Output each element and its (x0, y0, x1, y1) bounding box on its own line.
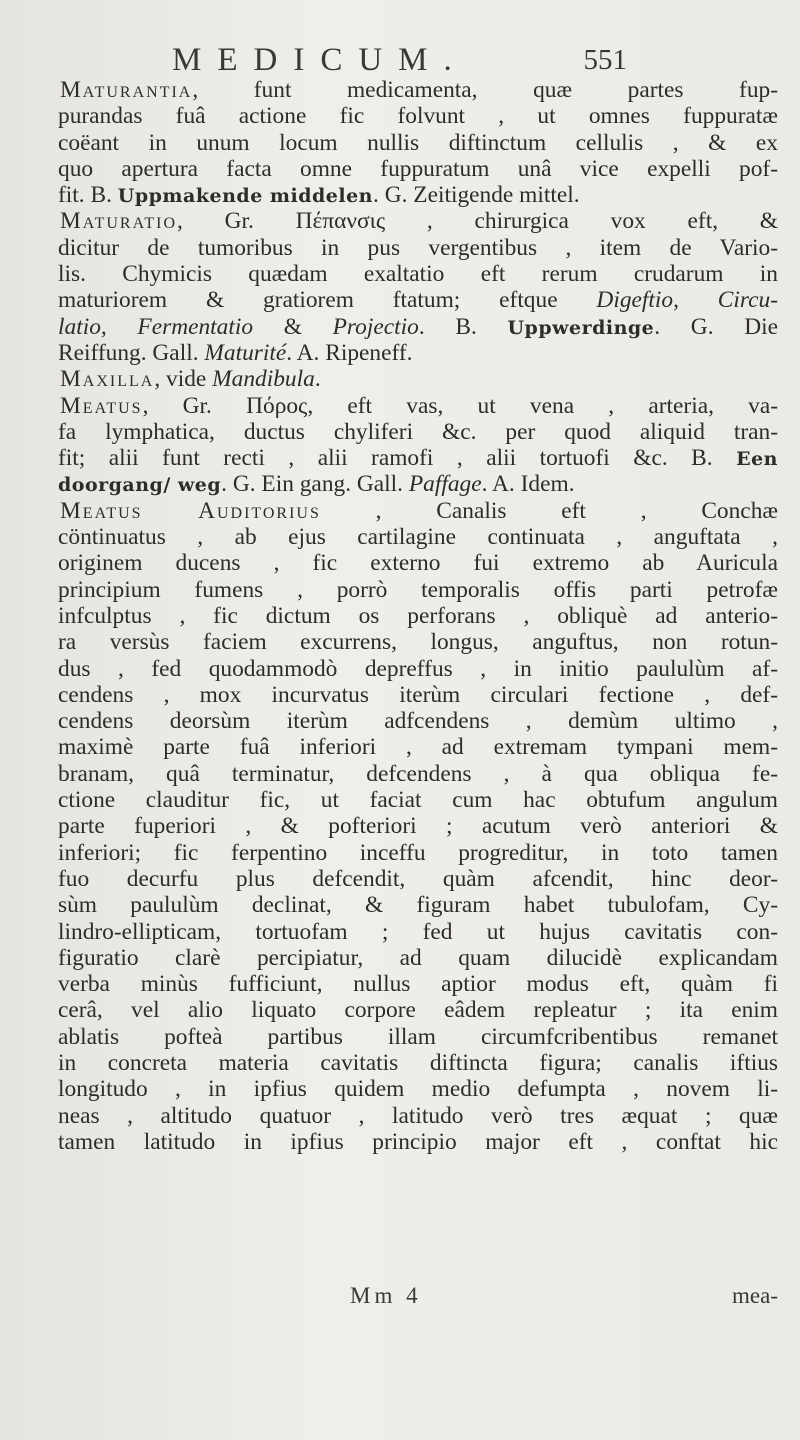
text-line (58, 393, 778, 419)
text-run: . G. Zeitigende mittel. (373, 182, 580, 209)
text-run: principium fumens , porrò temporalis offis parti petrofæ (58, 576, 778, 603)
text-line (58, 287, 778, 313)
text-run: . (314, 366, 321, 393)
text-line (58, 314, 778, 340)
text-run: cendens deorsùm iterùm adfcendens , demùm ultimo , (58, 708, 778, 735)
text-line (58, 945, 778, 971)
text-run: cöntinuatus , ab ejus cartilagine continuata , anguftata , (58, 524, 778, 551)
text-run: dicitur de tumoribus in pus vergentibus , item de Vario- (58, 234, 778, 261)
text-line (58, 130, 778, 156)
signature-mark: Mm 4 (350, 1283, 422, 1308)
text-line (58, 629, 778, 655)
text-line (58, 997, 778, 1023)
page-footer (58, 1283, 778, 1313)
text-line (58, 840, 778, 866)
blackletter-term: Uppmakende middelen (117, 185, 373, 208)
italic-term: Digeftio (596, 287, 674, 314)
text-run: quo apertura facta omne fuppuratum unâ vice expelli pof- (58, 155, 778, 182)
text-line (58, 656, 778, 682)
entry-headword: Maturantia (60, 77, 193, 103)
text-line (58, 1103, 778, 1129)
entry-headword: Meatus Auditorius (60, 497, 321, 524)
text-run: ra versùs faciem excurrens, longus, anguftus, non rotun- (58, 629, 778, 656)
text-line (58, 103, 778, 129)
text-run: in concreta materia cavitatis diftincta figura; canalis iftius (58, 1049, 778, 1076)
text-run: tamen latitudo in ipfius principio major eft , conftat hic (58, 1128, 778, 1155)
text-run: . G. Die (654, 313, 779, 340)
text-run: dus , fed quodammodò depreffus , in initio paululùm af- (58, 655, 778, 682)
text-line (58, 1050, 778, 1076)
page-number: 551 (583, 44, 627, 76)
text-run: fuo decurfu plus defcendit, quàm afcendit, hinc deor- (58, 865, 778, 892)
blackletter-term: doorgang/ weg (58, 474, 222, 497)
italic-term: Paffage (408, 471, 482, 498)
text-run: , Canalis eft , Conchæ (320, 497, 778, 524)
italic-term: Circu- (717, 287, 778, 314)
blackletter-term: Uppwerdinge (507, 316, 655, 339)
entry-headword: Meatus (60, 392, 143, 419)
italic-term: latio (58, 313, 101, 340)
page-header (172, 42, 627, 82)
text-line (58, 1129, 778, 1155)
text-run: sùm paululùm declinat, & figuram habet tubulofam, Cy- (58, 892, 778, 919)
text-run: , Gr. Πέπανσις , chirurgica vox eft, & (177, 208, 778, 235)
blackletter-term: Een (736, 448, 778, 471)
text-run: , Gr. Πόρος, eft vas, ut vena , arteria, va- (142, 392, 778, 419)
text-run: originem ducens , fic externo fui extremo ab Auricula (58, 550, 778, 577)
text-run: fa lymphatica, ductus chyliferi &c. per quod aliquid tran- (58, 418, 778, 445)
text-line (58, 445, 778, 471)
italic-term: Projectio (332, 313, 419, 340)
text-run: lis. Chymicis quædam exaltatio eft rerum crudarum in (58, 261, 778, 288)
text-run: & (253, 313, 333, 340)
text-run: cerâ, vel alio liquato corpore eâdem repleatur ; ita enim (58, 997, 778, 1024)
text-run: lindro-ellipticam, tortuofam ; fed ut hujus cavitatis con- (58, 918, 778, 945)
text-run: purandas fuâ actione fic folvunt , ut omnes fuppuratæ (58, 103, 778, 130)
italic-term: Maturité (204, 339, 287, 366)
text-line (58, 813, 778, 839)
text-line (58, 919, 778, 945)
text-line (58, 419, 778, 445)
text-run: . B. (418, 313, 508, 340)
text-line (58, 787, 778, 813)
text-line (58, 498, 778, 524)
text-line (58, 366, 778, 392)
text-run: neas , altitudo quatuor , latitudo verò tres æquat ; quæ (58, 1102, 778, 1129)
text-run: . G. Ein gang. Gall. (221, 471, 409, 498)
text-line (58, 182, 778, 208)
running-head: MEDICUM. (172, 42, 468, 78)
text-line (58, 235, 778, 261)
text-line (58, 1076, 778, 1102)
text-line (58, 866, 778, 892)
text-line (58, 708, 778, 734)
text-line (58, 761, 778, 787)
text-line (58, 734, 778, 760)
text-line (58, 577, 778, 603)
text-run: , (673, 287, 718, 314)
body-text (58, 77, 778, 1155)
text-run: parte fuperiori , & pofteriori ; acutum verò anteriori & (58, 813, 778, 840)
text-run: ctione clauditur fic, ut faciat cum hac obtufum angulum (58, 787, 778, 814)
text-line (58, 156, 778, 182)
text-run: , (100, 313, 138, 340)
text-line (58, 261, 778, 287)
text-run: cendens , mox incurvatus iterùm circulari fectione , def- (58, 681, 778, 708)
text-run: infculptus , fic dictum os perforans , obliquè ad anterio- (58, 602, 778, 629)
text-run: fit. B. (58, 182, 118, 209)
text-line (58, 77, 778, 103)
text-run: ablatis pofteà partibus illam circumfcribentibus remanet (58, 1023, 778, 1050)
text-run: longitudo , in ipfius quidem medio defumpta , novem li- (58, 1076, 778, 1103)
text-line (58, 340, 778, 366)
text-line (58, 682, 778, 708)
text-run: figuratio clarè percipiatur, ad quam dilucidè explicandam (58, 944, 778, 971)
text-run: verba minùs fufficiunt, nullus aptior modus eft, quàm fi (58, 971, 778, 998)
text-line (58, 208, 778, 234)
entry-headword: Maturatio (60, 208, 178, 235)
text-run: . A. Idem. (481, 471, 575, 498)
text-run: coëant in unum locum nullis diftinctum cellulis , & ex (58, 129, 778, 156)
text-run: Reiffung. Gall. (58, 339, 205, 366)
text-run: inferiori; fic ferpentino inceffu progreditur, in toto tamen (58, 839, 778, 866)
text-line (58, 524, 778, 550)
entry-headword: Maxilla (60, 366, 155, 393)
text-line (58, 550, 778, 576)
text-run: maximè parte fuâ inferiori , ad extremam tympani mem- (58, 734, 778, 761)
text-run: . A. Ripeneff. (286, 339, 413, 366)
italic-term: Fermentatio (137, 313, 254, 340)
text-run: maturiorem & gratiorem ftatum; eftque (58, 287, 597, 314)
catchword: mea- (732, 1283, 778, 1308)
text-line (58, 971, 778, 997)
text-run: , vide (154, 366, 213, 393)
text-line (58, 603, 778, 629)
text-line (58, 1024, 778, 1050)
text-run: branam, quâ terminatur, defcendens , à qua obliqua fe- (58, 760, 778, 787)
text-line (58, 892, 778, 918)
text-run: fit; alii funt recti , alii ramofi , alii tortuofi &c. B. (58, 445, 737, 472)
italic-term: Mandibula (212, 366, 315, 393)
text-line (58, 471, 778, 497)
text-run: , funt medicamenta, quæ partes fup- (192, 77, 778, 103)
